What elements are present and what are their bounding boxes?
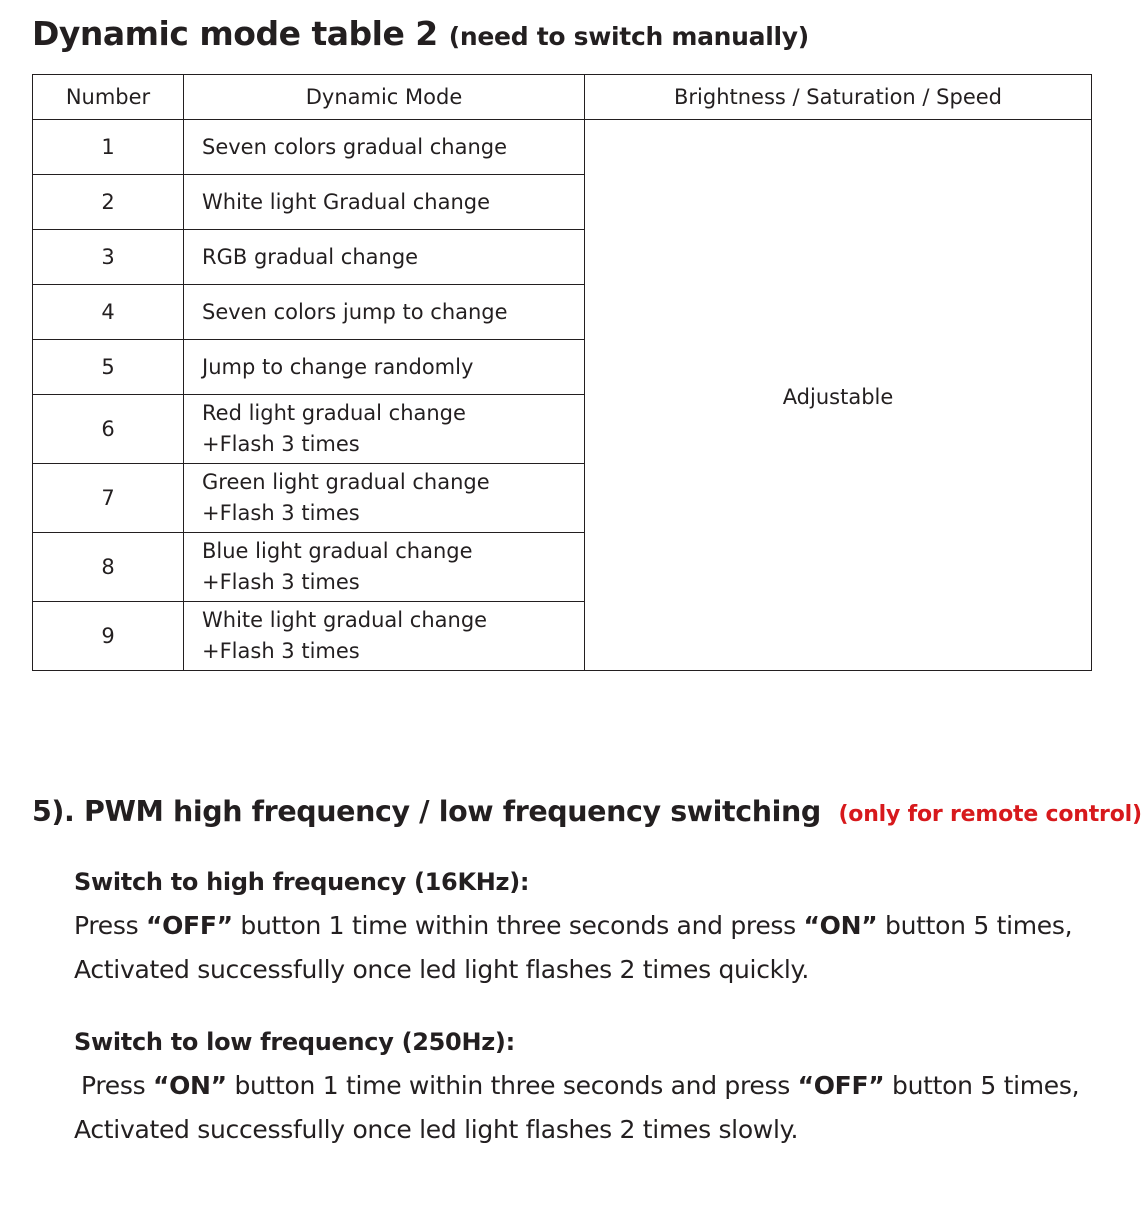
mode-line1: Jump to change randomly [202, 354, 474, 379]
low-frequency-result: Activated successfully once led light flashes 2 times slowly. [74, 1115, 799, 1144]
instruction-text: Press [74, 911, 146, 940]
row-number: 8 [33, 533, 184, 602]
row-number: 5 [33, 340, 184, 395]
table-row [33, 120, 1092, 175]
instruction-text: Press [81, 1071, 153, 1100]
off-keyword: “OFF” [145, 911, 233, 940]
mode-line2: +Flash 3 times [202, 639, 360, 663]
header-dynamic-mode: Dynamic Mode [184, 75, 585, 120]
mode-line1: Green light gradual change [202, 470, 490, 494]
page-title [32, 14, 809, 53]
high-frequency-block [74, 860, 1072, 992]
instruction-text: button 1 time within three seconds and press [232, 911, 804, 940]
low-frequency-instruction [74, 1064, 1079, 1108]
low-frequency-block [74, 1020, 1079, 1152]
header-brightness-saturation-speed: Brightness / Saturation / Speed [585, 75, 1092, 120]
dynamic-mode-table [32, 74, 1092, 671]
row-mode [184, 175, 585, 230]
row-number: 7 [33, 464, 184, 533]
row-mode [184, 464, 585, 533]
row-mode [184, 120, 585, 175]
row-number: 6 [33, 395, 184, 464]
row-number: 9 [33, 602, 184, 671]
on-keyword: “ON” [803, 911, 878, 940]
on-keyword: “ON” [152, 1071, 227, 1100]
mode-line1: Red light gradual change [202, 401, 466, 425]
mode-line2: +Flash 3 times [202, 501, 360, 525]
row-number: 1 [33, 120, 184, 175]
row-number: 3 [33, 230, 184, 285]
instruction-text: button 5 times, [877, 911, 1073, 940]
row-mode [184, 230, 585, 285]
page-title-main: Dynamic mode table 2 [32, 14, 438, 53]
row-mode [184, 395, 585, 464]
mode-line1: White light Gradual change [202, 189, 491, 214]
off-keyword: “OFF” [797, 1071, 885, 1100]
instruction-text: button 5 times, [884, 1071, 1080, 1100]
high-frequency-result: Activated successfully once led light flashes 2 times quickly. [74, 955, 810, 984]
mode-line2: +Flash 3 times [202, 570, 360, 594]
mode-line1: RGB gradual change [202, 244, 419, 269]
row-mode [184, 533, 585, 602]
high-frequency-heading: Switch to high frequency (16KHz): [74, 868, 530, 896]
mode-line1: Seven colors jump to change [202, 299, 508, 324]
mode-line1: White light gradual change [202, 608, 488, 632]
mode-line1: Seven colors gradual change [202, 134, 508, 159]
section-title-text: 5). PWM high frequency / low frequency switching [32, 795, 821, 828]
row-number: 4 [33, 285, 184, 340]
header-number: Number [33, 75, 184, 120]
row-mode [184, 285, 585, 340]
section-title [32, 795, 1142, 828]
mode-line1: Blue light gradual change [202, 539, 473, 563]
instruction-text: button 1 time within three seconds and press [226, 1071, 798, 1100]
adjustable-cell: Adjustable [585, 120, 1092, 671]
table-header-row [33, 75, 1092, 120]
low-frequency-heading: Switch to low frequency (250Hz): [74, 1028, 515, 1056]
page-title-sub: (need to switch manually) [448, 22, 809, 51]
mode-line2: +Flash 3 times [202, 432, 360, 456]
row-number: 2 [33, 175, 184, 230]
row-mode [184, 602, 585, 671]
section-note: (only for remote control) [838, 802, 1142, 827]
high-frequency-instruction [74, 904, 1072, 948]
row-mode [184, 340, 585, 395]
